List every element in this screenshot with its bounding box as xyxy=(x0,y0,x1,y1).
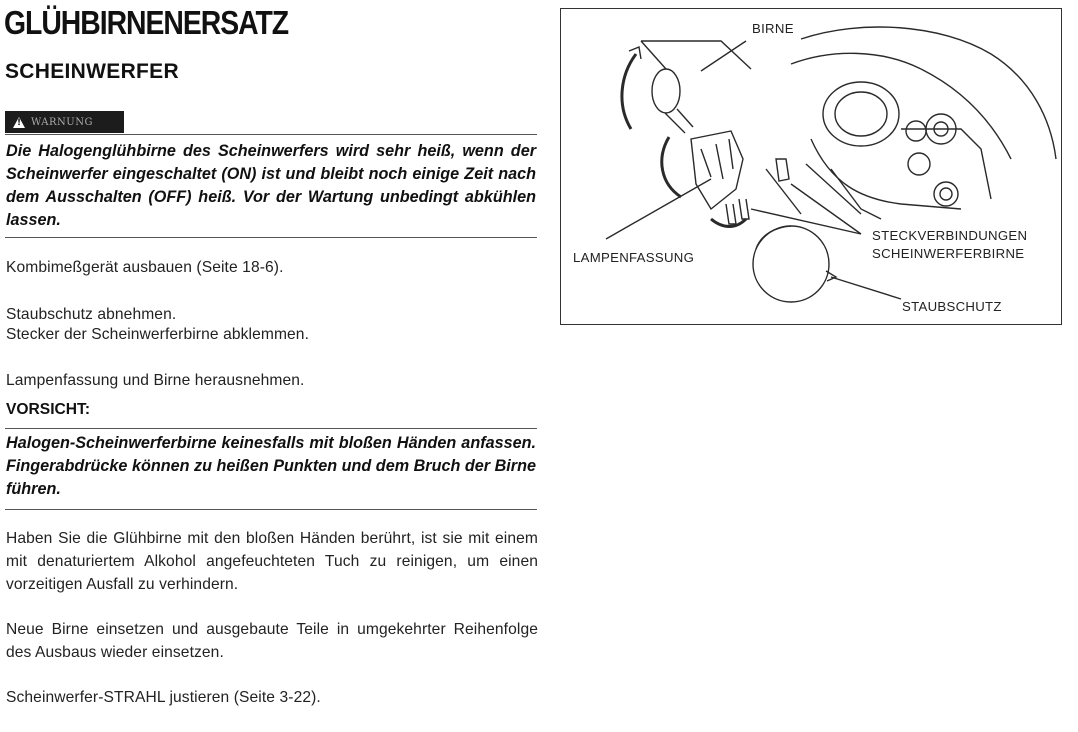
socket-drawing xyxy=(691,131,743,209)
warning-bottom-rule xyxy=(5,237,537,238)
headlight-illustration xyxy=(561,9,1061,324)
step-disconnect-plug: Stecker der Scheinwerferbirne abklemmen. xyxy=(6,326,310,343)
caution-bottom-rule xyxy=(5,509,537,510)
step-remove-socket: Lampenfassung und Birne herausnehmen. xyxy=(6,372,305,389)
headlight-figure xyxy=(560,8,1062,325)
warning-triangle-icon xyxy=(13,117,25,128)
install-note: Neue Birne einsetzen und ausgebaute Teile in umgekehrter Reihenfolge des Ausbaus wieder einsetzen. xyxy=(6,621,538,661)
dust-cover-drawing xyxy=(753,226,829,302)
step-remove-dust-cover: Staubschutz abnehmen. xyxy=(6,306,177,323)
label-birne: BIRNE xyxy=(752,21,794,36)
caution-label: VORSICHT: xyxy=(6,401,91,418)
warning-text: Die Halogenglühbirne des Scheinwerfers wird sehr heiß, wenn der Scheinwerfer eingeschaltet (ON) ist und bleibt noch einige Zeit nach dem Ausschalten (OFF) heiß. Vor der Wartung unbedingt abkühlen lassen. xyxy=(6,142,536,229)
caution-top-rule xyxy=(5,428,537,429)
warning-top-rule xyxy=(5,134,537,135)
label-scheinwerferbirne: SCHEINWERFERBIRNE xyxy=(872,246,1025,261)
section-title: SCHEINWERFER xyxy=(5,60,179,83)
label-lampenfassung: LAMPENFASSUNG xyxy=(573,250,695,265)
label-steckverbindungen: STECKVERBINDUNGEN xyxy=(872,228,1028,243)
warning-badge-label: WARNUNG xyxy=(31,116,93,128)
adjust-note: Scheinwerfer-STRAHL justieren (Seite 3-22). xyxy=(6,689,321,706)
label-staubschutz: STAUBSCHUTZ xyxy=(902,299,1002,314)
bulb-drawing xyxy=(652,69,680,113)
step-remove-meter: Kombimeßgerät ausbauen (Seite 18-6). xyxy=(6,259,284,276)
warning-badge xyxy=(5,111,124,133)
cleaning-note: Haben Sie die Glühbirne mit den bloßen Händen berührt, ist sie mit einem mit denaturiertem Alkohol angefeuchteten Tuch zu reinigen, um einen vorzeitigen Ausfall zu verhindern. xyxy=(6,530,538,593)
page-title: GLÜHBIRNENERSATZ xyxy=(4,4,289,41)
caution-text: Halogen-Scheinwerferbirne keinesfalls mit bloßen Händen anfassen. Fingerabdrücke können zu heißen Punkten und dem Bruch der Birne führen. xyxy=(6,434,536,498)
